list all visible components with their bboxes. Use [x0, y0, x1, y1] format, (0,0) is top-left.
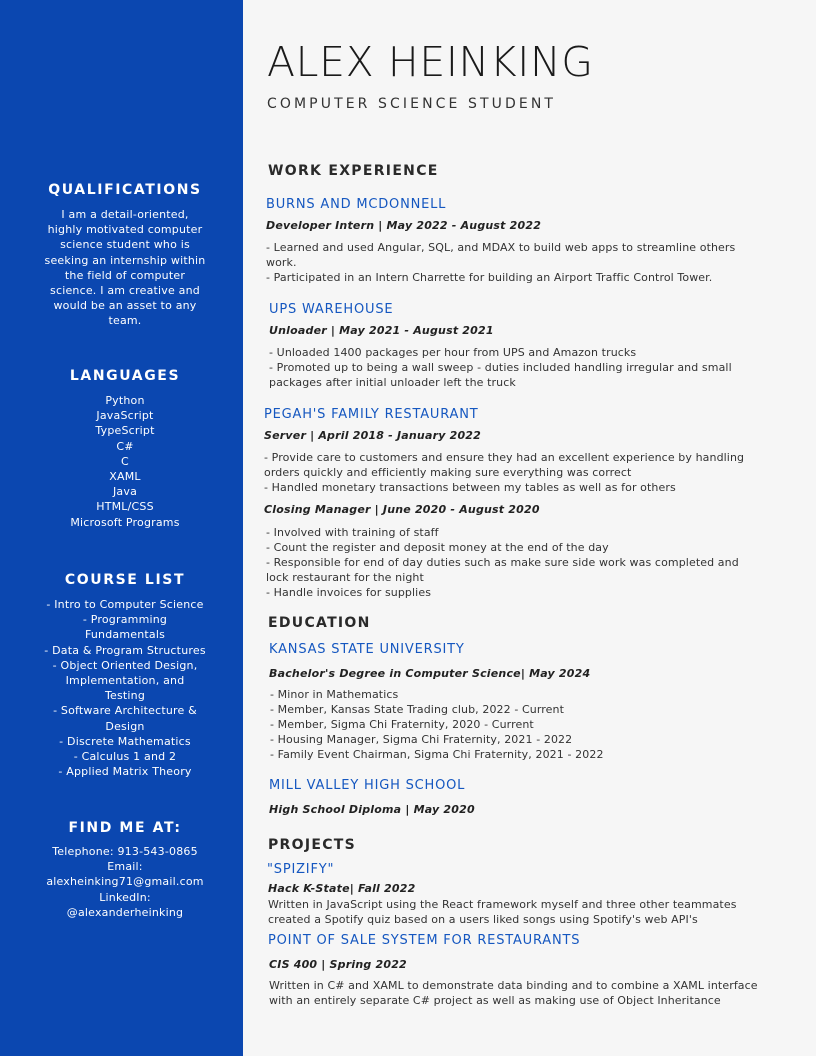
- language-item: Microsoft Programs: [70, 515, 180, 529]
- job-role: Unloader | May 2021 - August 2021: [269, 324, 494, 337]
- degree: Bachelor's Degree in Computer Science| May 2024: [269, 667, 591, 680]
- resume-name: ALEX HEINKING: [267, 38, 594, 86]
- job-description: - Learned and used Angular, SQL, and MDAX to build web apps to streamline others work. - Participated in an Intern Charrette for building an Airport Traffic Control Tower.: [266, 241, 736, 284]
- language-item: C: [121, 454, 129, 468]
- job-role: Server | April 2018 - January 2022: [264, 429, 482, 442]
- email-address: alexheinking71@gmail.com: [46, 875, 204, 889]
- job-role: Closing Manager | June 2020 - August 2020: [264, 503, 540, 516]
- language-item: XAML: [109, 470, 141, 484]
- language-item: Java: [112, 485, 138, 499]
- job-description: - Involved with training of staff - Count the register and deposit money at the end of the day - Responsible for end of day duties such as make sure side work was completed and lock restaurant for the night - Handle invoices for supplies: [266, 526, 739, 599]
- linkedin-handle: @alexanderheinking: [66, 905, 184, 919]
- project-context: Hack K-State| Fall 2022: [268, 882, 416, 895]
- contact-heading: FIND ME AT:: [68, 820, 182, 836]
- qualifications-text: I am a detail-oriented, highly motivated computer science student who is seeking an internship within the field of computer science. I am creative and would be an asset to any team.: [44, 208, 206, 328]
- project-description: Written in JavaScript using the React framework myself and three other teammates created a Spotify quiz based on a users liked songs using Spotify's web API's: [268, 898, 737, 926]
- language-item: Python: [105, 394, 145, 407]
- project-context: CIS 400 | Spring 2022: [269, 958, 407, 971]
- job-role: Developer Intern | May 2022 - August 2022: [266, 219, 542, 232]
- languages-heading: LANGUAGES: [69, 368, 181, 384]
- language-item: TypeScript: [95, 424, 155, 438]
- course-list: - Intro to Computer Science - Programming Fundamentals - Data & Program Structures - Object Oriented Design, Implementation, and Testing - Software Architecture & Design - Discrete Mathematics - Calculus 1 and 2 - Applied Matrix Theory: [44, 598, 206, 779]
- projects-heading: PROJECTS: [268, 837, 357, 853]
- education-heading: EDUCATION: [268, 615, 371, 631]
- company-name: BURNS AND MCDONNELL: [266, 197, 447, 212]
- school-name: KANSAS STATE UNIVERSITY: [269, 642, 465, 657]
- resume-title: COMPUTER SCIENCE STUDENT: [267, 96, 557, 112]
- course-list-heading: COURSE LIST: [64, 572, 186, 588]
- languages-list: [36, 393, 214, 530]
- contact-info: Telephone: 913-543-0865 Email: alexheinking71@gmail.com LinkedIn: @alexanderheinking: [36, 844, 214, 920]
- company-name: UPS WAREHOUSE: [269, 302, 394, 317]
- school-name: MILL VALLEY HIGH SCHOOL: [269, 778, 466, 793]
- education-details: - Minor in Mathematics - Member, Kansas State Trading club, 2022 - Current - Member, Sigma Chi Fraternity, 2020 - Current - Housing Manager, Sigma Chi Fraternity, 2021 - 2022 - Family Event Chairman, Sigma Chi Fraternity, 2021 - 2022: [270, 688, 604, 761]
- project-description: Written in C# and XAML to demonstrate data binding and to combine a XAML interface with an entirely separate C# project as well as making use of Object Inheritance: [269, 979, 758, 1007]
- language-item: C#: [116, 439, 134, 453]
- language-item: JavaScript: [96, 409, 154, 423]
- work-experience-heading: WORK EXPERIENCE: [268, 163, 439, 179]
- degree: High School Diploma | May 2020: [269, 803, 475, 816]
- job-description: - Unloaded 1400 packages per hour from UPS and Amazon trucks - Promoted up to being a wall sweep - duties included handling irregular and small packages after initial unloader left the truck: [269, 346, 732, 389]
- language-item: HTML/CSS: [96, 500, 154, 514]
- job-description: - Provide care to customers and ensure they had an excellent experience by handling orders quickly and efficiently making sure everything was correct - Handled monetary transactions between my tables as well as for others: [264, 451, 745, 494]
- project-name: POINT OF SALE SYSTEM FOR RESTAURANTS: [268, 933, 581, 948]
- company-name: PEGAH'S FAMILY RESTAURANT: [264, 407, 479, 422]
- project-name: "SPIZIFY": [267, 862, 335, 877]
- qualifications-heading: QUALIFICATIONS: [48, 182, 202, 198]
- telephone: Telephone: 913-543-0865: [52, 845, 198, 858]
